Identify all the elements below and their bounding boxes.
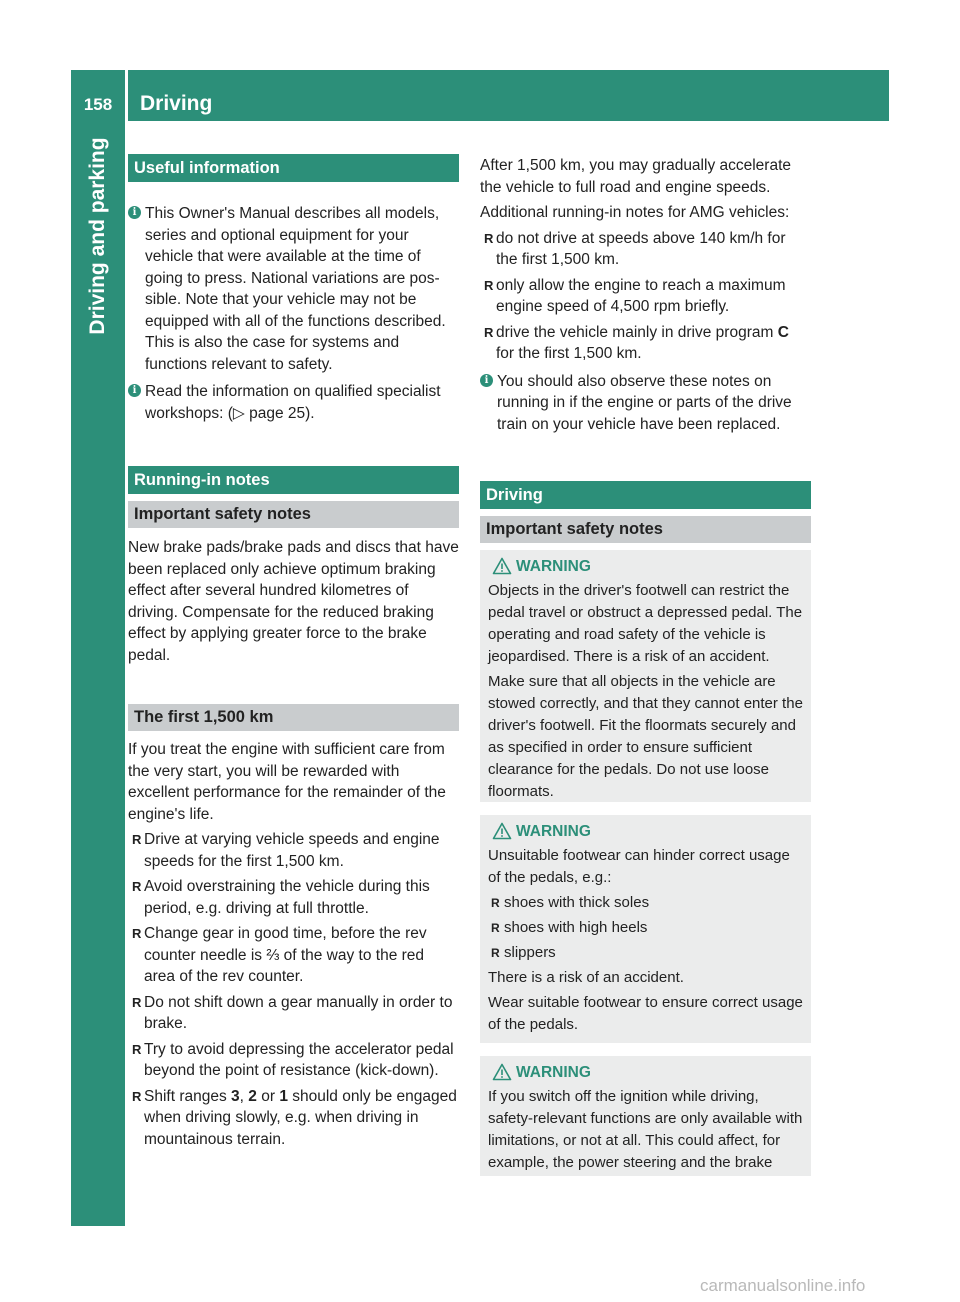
running-in-heading: Running-in notes [128, 466, 459, 494]
paragraph: Wear suitable footwear to ensure correct usage of the pedals. [488, 994, 803, 1033]
list-item: R Drive at varying vehicle speeds and engine speeds for the first 1,500 km. [132, 831, 440, 870]
first-1500-km-body [128, 739, 459, 1154]
paragraph: There is a risk of an accident. [488, 969, 684, 986]
warning-box-footwell [480, 550, 811, 802]
bullet-icon: R [132, 926, 142, 941]
info-icon: i [128, 384, 141, 397]
list-item: R Do not shift down a gear manually in order to brake. [132, 993, 453, 1032]
warning-box-footwear [480, 815, 811, 1043]
paragraph: Unsuitable footwear can hinder correct usage of the pedals, e.g.: [488, 847, 790, 886]
list-item: R Try to avoid depressing the accelerator pedal beyond the point of resistance (kick-down). [132, 1040, 454, 1079]
running-in-safety-text [128, 537, 459, 670]
info-note [480, 371, 811, 436]
list-item: R Avoid overstraining the vehicle during this period, e.g. driving at full throttle. [132, 878, 430, 917]
paragraph: Objects in the driver's footwell can restrict the pedal travel or obstruct a depressed pedal. The operating and road safety of the vehicle is jeopardised. There is a risk of an accident. [488, 582, 803, 665]
warning-title: WARNING [488, 1062, 803, 1084]
info-icon: i [480, 374, 493, 387]
paragraph: Additional running-in notes for AMG vehicles: [480, 204, 790, 221]
bullet-icon: R [491, 921, 500, 935]
paragraph: New brake pads/brake pads and discs that have been replaced only achieve optimum braking effect after several hundred kilometres of driving. Compensate for the reduced braking effect by applying greater force to the brake pedal. [128, 539, 459, 664]
list-item: R shoes with thick soles [488, 892, 803, 914]
bullet-icon: R [491, 896, 500, 910]
list-item: R Shift ranges 3, 2 or 1 should only be engaged when driving slowly, e.g. when driving in mountainous terrain. [132, 1087, 457, 1148]
info-text: This Owner's Manual describes all models, series and optional equipment for your vehicle that were available at the time of going to press. National variations are possible. Note that your vehicle may not be equipped with all of the functions described. This is also the case for systems and functions relevant to safety. [145, 205, 446, 373]
page-number: 158 [83, 95, 113, 114]
side-tab-label: Driving and parking [86, 137, 109, 335]
paragraph: If you switch off the ignition while driving, safety-relevant functions are only available with limitations, or not at all. This could affect, for example, the power steering and the brake [488, 1088, 803, 1171]
watermark: carmanualsonline.info [700, 1276, 866, 1295]
bullet-icon: R [132, 832, 142, 847]
running-in-continued [480, 155, 811, 441]
info-icon: i [128, 206, 141, 219]
header-divider [125, 70, 128, 121]
bullet-icon: R [132, 994, 142, 1010]
useful-information-heading: Useful information [128, 154, 459, 182]
bullet-icon: R [484, 324, 494, 340]
info-text: Read the information on qualified specialist workshops: (▷ page 25). [145, 383, 441, 422]
info-text: You should also observe these notes on running in if the engine or parts of the drive train on your vehicle have been replaced. [497, 372, 792, 433]
warning-triangle-icon [492, 822, 512, 840]
warning-title: WARNING [488, 556, 803, 578]
important-safety-notes-subheading: Important safety notes [480, 516, 811, 543]
useful-information-body [128, 203, 459, 430]
bullet-icon: R [484, 230, 494, 246]
paragraph: If you treat the engine with sufficient care from the very start, you will be rewarded with excellent performance for the remainder of the engine's life. [128, 741, 446, 823]
info-note [128, 203, 459, 375]
chapter-title: Driving [140, 92, 213, 115]
warning-triangle-icon [492, 557, 512, 575]
warning-triangle-icon [492, 1063, 512, 1081]
list-item: R only allow the engine to reach a maximum engine speed of 4,500 rpm briefly. [484, 276, 786, 315]
important-safety-notes-subheading: Important safety notes [128, 501, 459, 528]
bullet-icon: R [132, 1088, 142, 1104]
side-tab-label-wrap [71, 121, 125, 351]
bullet-icon: R [132, 879, 142, 894]
paragraph: After 1,500 km, you may gradually accelerate the vehicle to full road and engine speeds. [480, 157, 792, 196]
list-item: R shoes with high heels [488, 917, 803, 939]
info-note [128, 381, 459, 424]
warning-title: WARNING [488, 821, 803, 843]
first-1500-km-subheading: The first 1,500 km [128, 704, 459, 731]
list-item: R Change gear in good time, before the rev counter needle is ⅔ of the way to the red area of the rev counter. [132, 925, 427, 985]
paragraph: Make sure that all objects in the vehicle are stowed correctly, and that they cannot enter the driver's footwell. Fit the floormats securely and as specified in order to ensure sufficient clearance for the pedals. Do not use loose floormats. [488, 673, 803, 800]
bullet-icon: R [491, 946, 500, 960]
list-item: R do not drive at speeds above 140 km/h for the first 1,500 km. [484, 229, 786, 268]
list-item: R drive the vehicle mainly in drive program C for the first 1,500 km. [484, 323, 789, 362]
bullet-icon: R [132, 1041, 142, 1057]
list-item: R slippers [488, 942, 803, 964]
warning-box-ignition [480, 1056, 811, 1176]
bullet-icon: R [484, 277, 494, 293]
driving-heading: Driving [480, 481, 811, 509]
